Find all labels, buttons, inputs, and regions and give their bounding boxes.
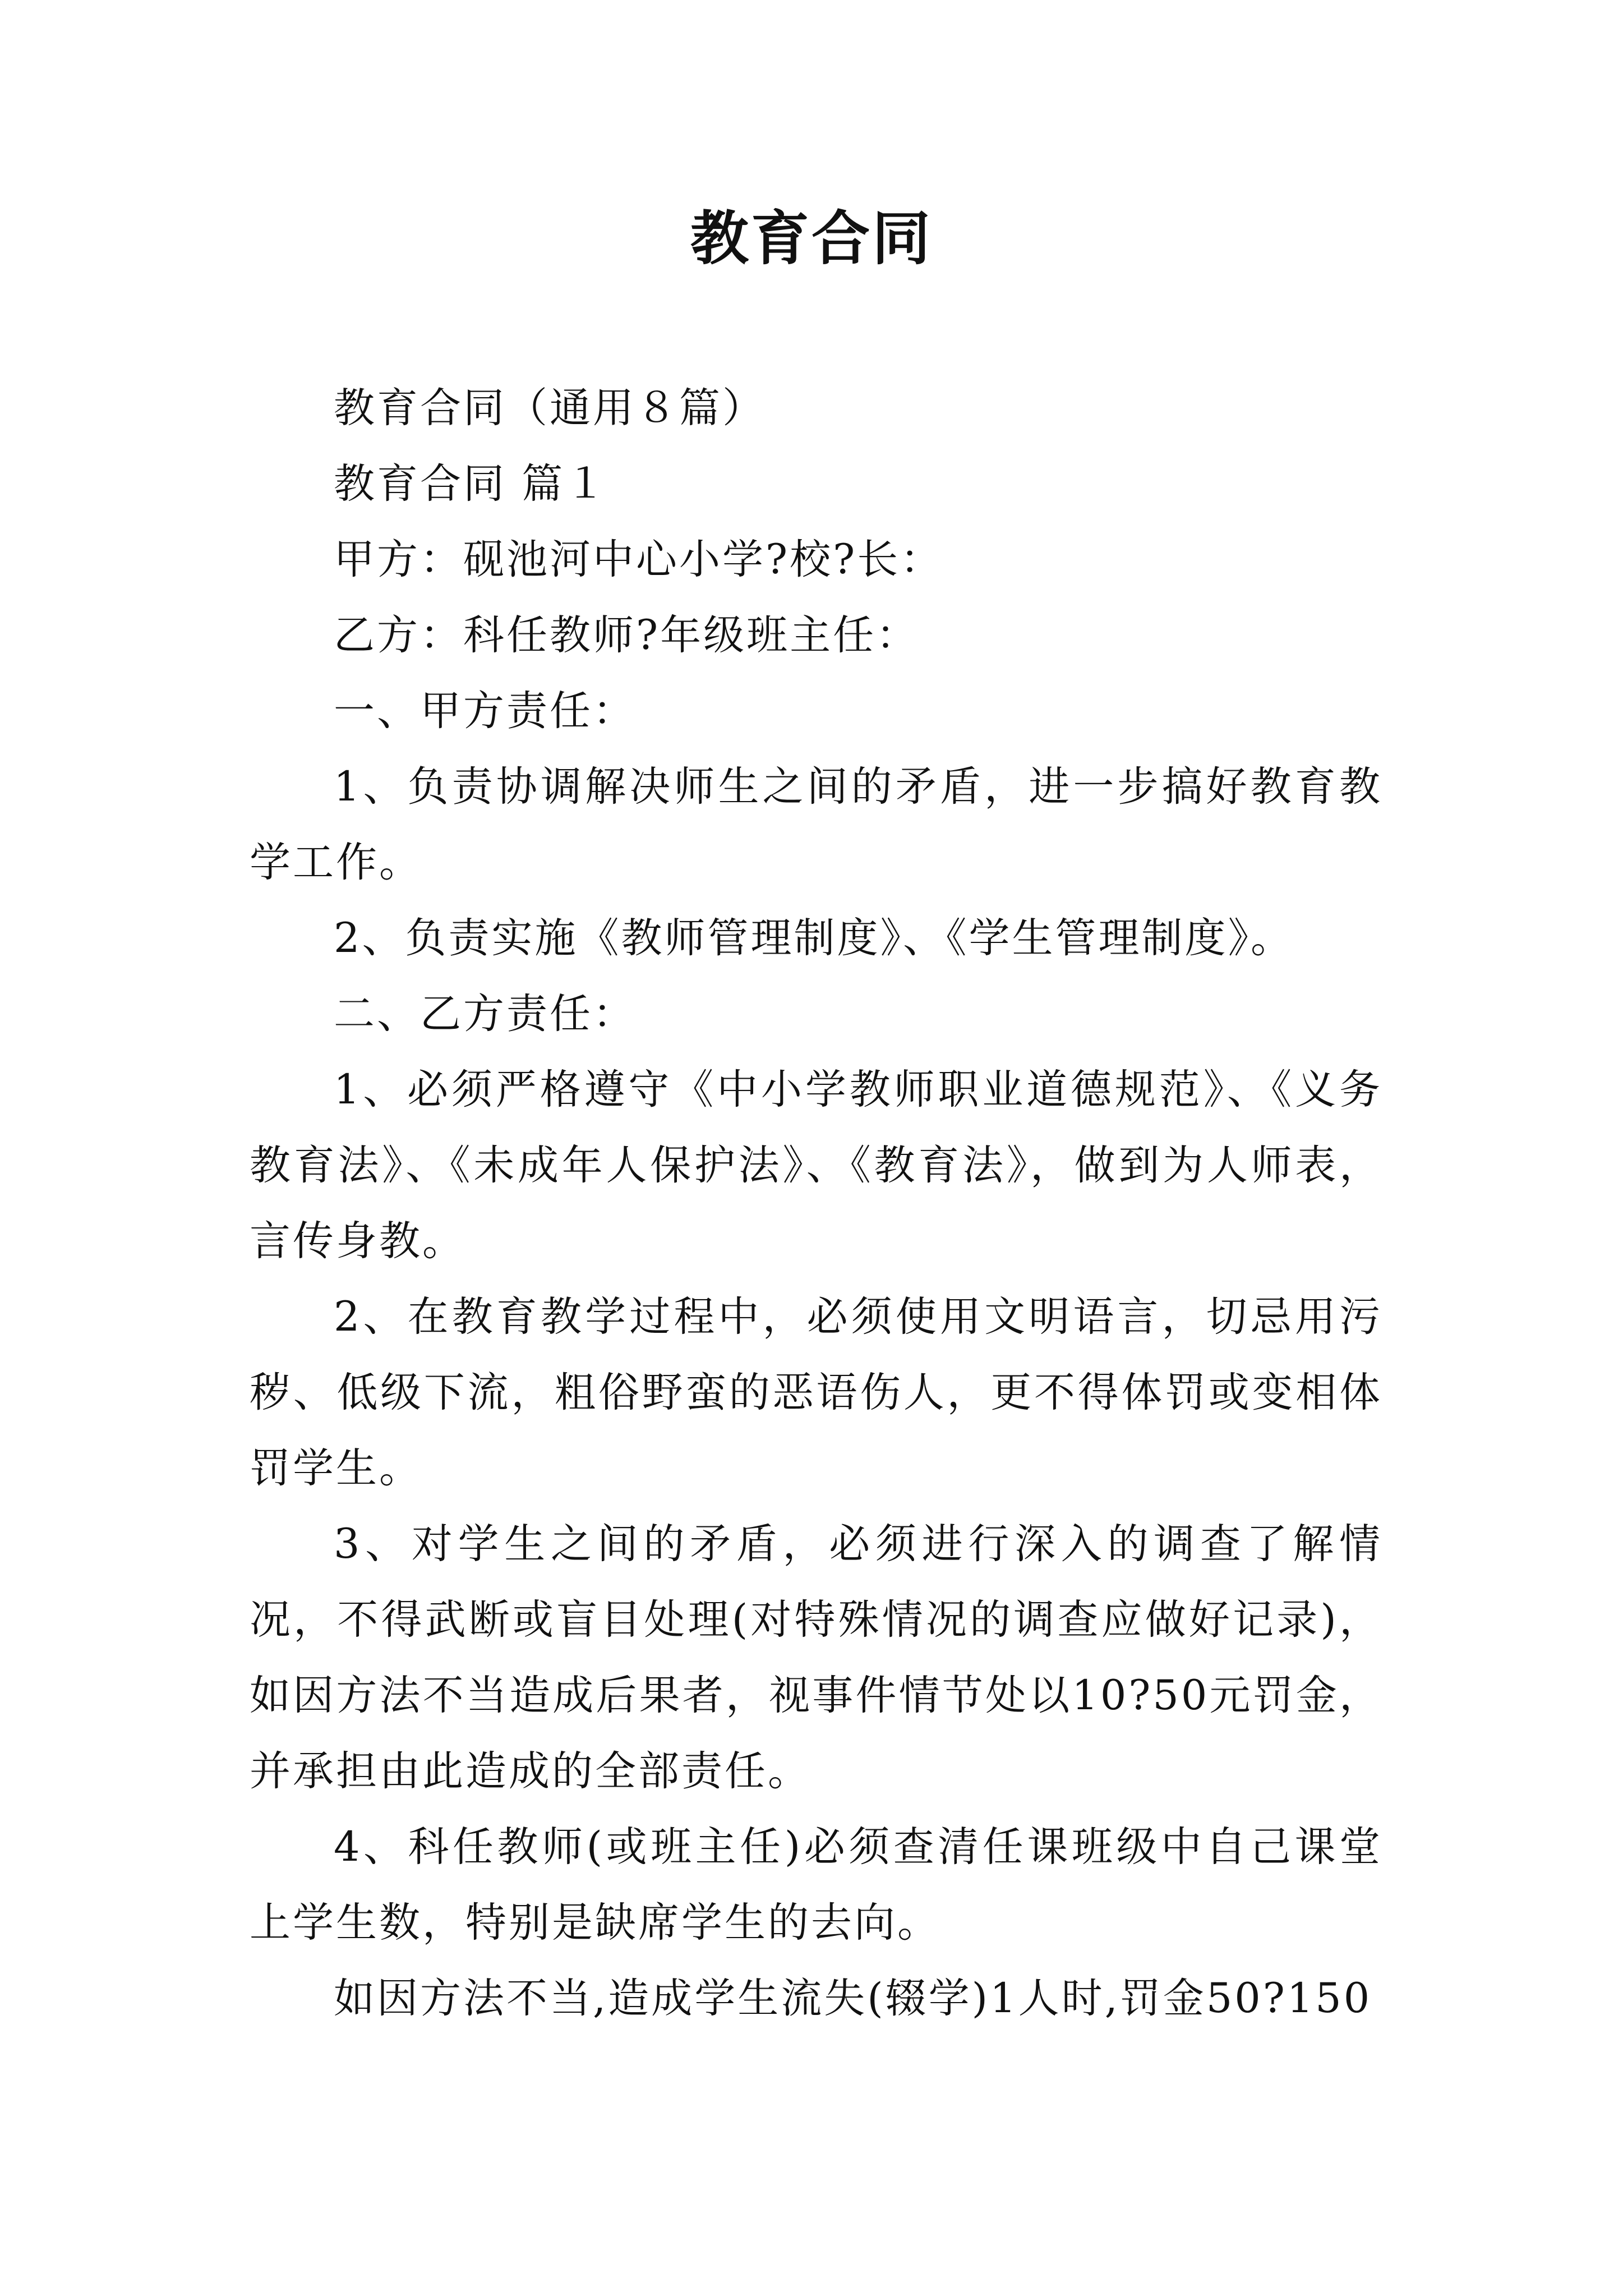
paragraph-party-a-duty-2: 2、负责实施《教师管理制度》、《学生管理制度》。 [334,914,1294,962]
paragraph-party-b-duties-heading: 二、乙方责任： [334,990,636,1038]
paragraph-party-a-duties-heading: 一、甲方责任： [334,687,636,735]
paragraph-party-b-duty-3: 3、对学生之间的矛盾，必须进行深入的调查了解情况，不得武断或盲目处理(对特殊情况的调查应做好记录)，如因方法不当造成后果者，视事件情节处以10?50元罚金，并承担由此造成的全部责任。 [250,1520,1382,1795]
paragraph-section-heading: 教育合同 篇１ [334,460,608,508]
paragraph-party-b-duty-2: 2、在教育教学过程中，必须使用文明语言，切忌用污秽、低级下流，粗俗野蛮的恶语伤人，更不得体罚或变相体罚学生。 [250,1293,1382,1492]
paragraph-subtitle: 教育合同（通用８篇） [334,384,766,432]
paragraph-party-b-duty-4: 4、科任教师(或班主任)必须查清任课班级中自己课堂上学生数，特别是缺席学生的去向。 [250,1823,1382,1947]
document-title: 教育合同 [690,204,933,273]
paragraph-party-a-duty-1: 1、负责协调解决师生之间的矛盾，进一步搞好教育教学工作。 [250,763,1382,886]
document-body [250,370,1382,2036]
paragraph-penalty: 如因方法不当,造成学生流失(辍学)1人时,罚金50?150 [334,1975,1372,2022]
paragraph-party-b-duty-1: 1、必须严格遵守《中小学教师职业道德规范》、《义务教育法》、《未成年人保护法》、《教育法》，做到为人师表，言传身教。 [250,1066,1382,1265]
paragraph-party-b: 乙方：科任教师?年级班主任： [334,611,920,659]
paragraph-party-a: 甲方：砚池河中心小学?校?长： [334,536,944,583]
